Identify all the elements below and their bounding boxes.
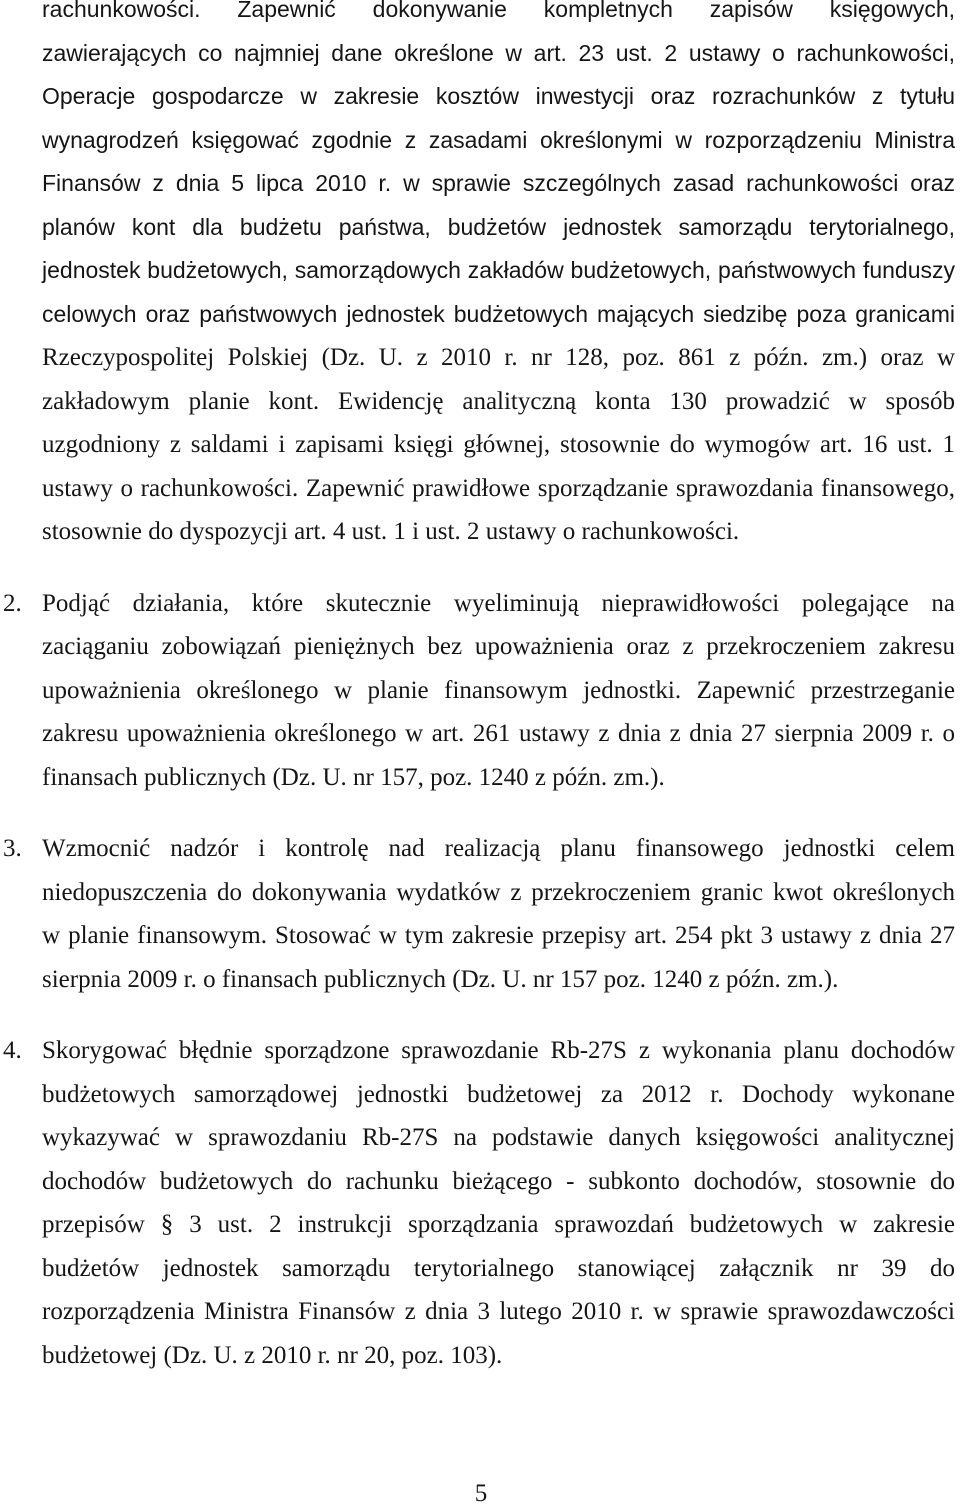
text-line-content: ustawy o rachunkowości. Zapewnić prawidłowe sporządzanie sprawozdania finansowego, (42, 474, 955, 502)
text-line-content: Wzmocnić nadzór i kontrolę nad realizacją planu finansowego jednostki celem (42, 835, 955, 862)
text-line-content: stosownie do dyspozycji art. 4 ust. 1 i ust. 2 ustawy o rachunkowości. (42, 518, 740, 545)
text-line (0, 293, 955, 337)
text-line (0, 1247, 955, 1291)
text-line-content: przepisów § 3 ust. 2 instrukcji sporządzania sprawozdań budżetowych w zakresie (42, 1211, 955, 1238)
text-line (0, 119, 955, 163)
text-line (0, 32, 955, 76)
text-line-content: niedopuszczenia do dokonywania wydatków z przekroczeniem granic kwot określonych (42, 878, 955, 906)
page-number: 5 (474, 1480, 488, 1507)
text-line-content: wykazywać w sprawozdaniu Rb-27S na podstawie danych księgowości analitycznej (42, 1124, 955, 1151)
text-line-content: jednostek budżetowych, samorządowych zakładów budżetowych, państwowych funduszy (42, 257, 955, 283)
text-line (0, 1029, 955, 1073)
text-line-content: zakładowym planie kont. Ewidencję analityczną konta 130 prowadzić w sposób (42, 387, 955, 415)
paragraph (0, 827, 960, 1001)
text-line (0, 75, 955, 119)
text-line (0, 249, 955, 293)
list-number: 2. (3, 589, 22, 617)
paragraph (0, 0, 960, 554)
text-line-content: Finansów z dnia 5 lipca 2010 r. w sprawie szczególnych zasad rachunkowości oraz (42, 170, 955, 196)
text-line (0, 582, 955, 626)
text-line-content: wynagrodzeń księgować zgodnie z zasadami określonymi w rozporządzeniu Ministra (42, 126, 955, 153)
text-line-content: zawierających co najmniej dane określone w art. 23 ust. 2 ustawy o rachunkowości, (42, 39, 955, 66)
text-line (0, 1160, 955, 1204)
text-line-content: celowych oraz państwowych jednostek budżetowych mających siedzibę poza granicami (42, 300, 955, 327)
text-line (0, 1334, 955, 1378)
text-line-content: w planie finansowym. Stosować w tym zakresie przepisy art. 254 pkt 3 ustawy z dnia 27 (42, 922, 955, 949)
text-line (0, 756, 955, 800)
text-line-content: finansach publicznych (Dz. U. nr 157, poz. 1240 z późn. zm.). (42, 763, 665, 791)
text-line (0, 914, 955, 958)
text-line-content: rachunkowości. Zapewnić dokonywanie kompletnych zapisów księgowych, (42, 0, 955, 22)
text-line-content: Podjąć działania, które skutecznie wyeliminują nieprawidłowości polegające na (42, 589, 955, 617)
list-number: 4. (3, 1037, 22, 1064)
text-line-content: uzgodniony z saldami i zapisami księgi głównej, stosownie do wymogów art. 16 ust. 1 (42, 431, 955, 458)
text-line (0, 669, 955, 713)
text-line (0, 336, 955, 380)
text-line (0, 871, 955, 915)
text-line (0, 206, 955, 250)
list-number: 3. (3, 835, 22, 862)
text-line (0, 1073, 955, 1117)
text-line (0, 827, 955, 871)
paragraph (0, 582, 960, 800)
text-line-content: zakresu upoważnienia określonego w art. 261 ustawy z dnia z dnia 27 sierpnia 2009 r. o (42, 720, 955, 747)
text-line-content: budżetowej (Dz. U. z 2010 r. nr 20, poz. 103). (42, 1341, 503, 1369)
text-line-content: zaciąganiu zobowiązań pieniężnych bez upoważnienia oraz z przekroczeniem zakresu (42, 633, 955, 660)
text-line (0, 467, 955, 511)
text-line (0, 712, 955, 756)
text-line-content: rozporządzenia Ministra Finansów z dnia 3 lutego 2010 r. w sprawie sprawozdawczości (42, 1298, 955, 1325)
text-line-content: Skorygować błędnie sporządzone sprawozdanie Rb-27S z wykonania planu dochodów (42, 1037, 955, 1064)
text-line (0, 510, 955, 554)
text-line-content: budżetowych samorządowej jednostki budżetowej za 2012 r. Dochody wykonane (42, 1080, 955, 1108)
text-line-content: sierpnia 2009 r. o finansach publicznych (Dz. U. nr 157 poz. 1240 z późn. zm.). (42, 965, 839, 993)
text-line-content: upoważnienia określonego w planie finansowym jednostki. Zapewnić przestrzeganie (42, 676, 955, 704)
text-line-content: budżetów jednostek samorządu terytorialnego stanowiącej załącznik nr 39 do (42, 1254, 955, 1282)
text-line-content: Operacje gospodarcze w zakresie kosztów inwestycji oraz rozrachunków z tytułu (42, 83, 955, 109)
text-line-content: planów kont dla budżetu państwa, budżetów jednostek samorządu terytorialnego, (42, 213, 955, 240)
text-line-content: dochodów budżetowych do rachunku bieżącego - subkonto dochodów, stosownie do (42, 1167, 955, 1195)
text-line (0, 625, 955, 669)
text-line-content: Rzeczypospolitej Polskiej (Dz. U. z 2010 r. nr 128, poz. 861 z późn. zm.) oraz w (42, 344, 955, 371)
text-line (0, 423, 955, 467)
text-line (0, 1203, 955, 1247)
text-line (0, 380, 955, 424)
text-line (0, 1290, 955, 1334)
text-line (0, 1116, 955, 1160)
text-line (0, 958, 955, 1002)
paragraph (0, 1029, 960, 1377)
text-line (0, 0, 955, 32)
text-line (0, 162, 955, 206)
